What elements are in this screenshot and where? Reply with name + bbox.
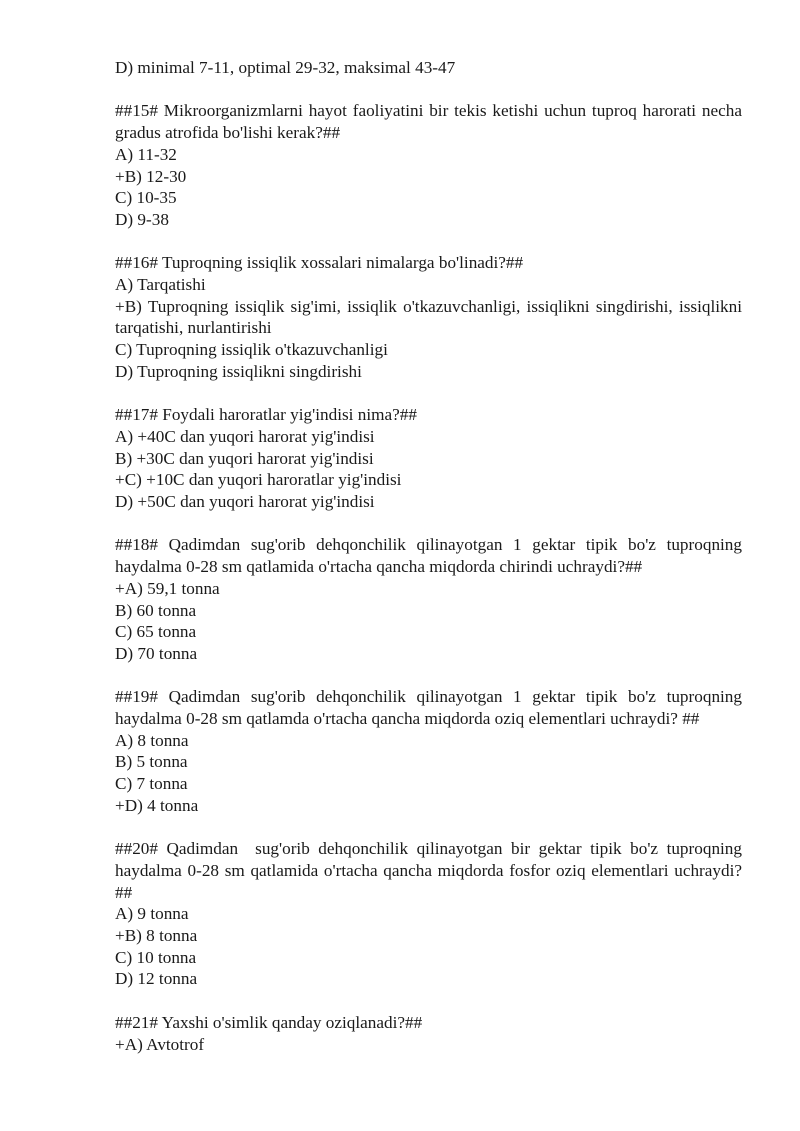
option-text: D) Tuproqning issiqlikni singdirishi bbox=[115, 361, 362, 381]
document-page bbox=[115, 57, 747, 1055]
option-text: A) 8 tonna bbox=[115, 730, 189, 750]
option-text: C) 7 tonna bbox=[115, 774, 188, 794]
question-text: ##20# Qadimdan sug'orib dehqonchilik qilinayotgan bir gektar tipik bo'z tuproqning haydalma 0-28 sm qatlamida o'rtacha qancha miqdorda fosfor oziq elementlari uchraydi?## bbox=[115, 839, 747, 902]
option-text: B) 5 tonna bbox=[115, 752, 188, 772]
option-text: B) +30C dan yuqori harorat yig'indisi bbox=[115, 448, 374, 468]
option-text: D) 9-38 bbox=[115, 209, 169, 229]
question-block-18 bbox=[115, 534, 747, 664]
question-block-21 bbox=[115, 1012, 742, 1055]
option-text: +C) +10C dan yuqori haroratlar yig'indisi bbox=[115, 470, 402, 490]
option-text: +B) Tuproqning issiqlik sig'imi, issiqlik o'tkazuvchanligi, issiqlikni singdirishi, issiqlikni tarqatishi, nurlantirishi bbox=[115, 296, 747, 338]
option-text: C) 65 tonna bbox=[115, 622, 197, 642]
question-text: ##18# Qadimdan sug'orib dehqonchilik qilinayotgan 1 gektar tipik bo'z tuproqning haydalma 0-28 sm qatlamida o'rtacha qancha miqdorda chirindi uchraydi?## bbox=[115, 535, 747, 577]
option-text: A) +40C dan yuqori harorat yig'indisi bbox=[115, 426, 375, 446]
question-block-17 bbox=[115, 404, 742, 513]
question-text: ##16# Tuproqning issiqlik xossalari nimalarga bo'linadi?## bbox=[115, 253, 524, 273]
option-text: D) minimal 7-11, optimal 29-32, maksimal 43-47 bbox=[115, 58, 456, 77]
question-block-15 bbox=[115, 100, 747, 230]
question-block-19 bbox=[115, 686, 747, 816]
option-text: D) 70 tonna bbox=[115, 643, 198, 663]
option-text: +D) 4 tonna bbox=[115, 795, 199, 815]
question-text: ##21# Yaxshi o'simlik qanday oziqlanadi?## bbox=[115, 1012, 423, 1032]
question-block-16 bbox=[115, 252, 747, 382]
question-text: ##15# Mikroorganizmlarni hayot faoliyatini bir tekis ketishi uchun tuproq harorati necha gradus atrofida bo'lishi kerak?## bbox=[115, 101, 747, 143]
option-text: B) 60 tonna bbox=[115, 600, 197, 620]
question-text: ##19# Qadimdan sug'orib dehqonchilik qilinayotgan 1 gektar tipik bo'z tuproqning haydalma 0-28 sm qatlamda o'rtacha qancha miqdorda oziq elementlari uchraydi? ## bbox=[115, 687, 747, 729]
option-text: +B) 12-30 bbox=[115, 166, 187, 186]
option-text: C) 10-35 bbox=[115, 188, 177, 208]
option-text: A) 9 tonna bbox=[115, 904, 189, 924]
option-text: C) Tuproqning issiqlik o'tkazuvchanligi bbox=[115, 340, 388, 360]
question-text: ##17# Foydali haroratlar yig'indisi nima?## bbox=[115, 405, 417, 425]
question-block-20 bbox=[115, 838, 747, 990]
option-text: +B) 8 tonna bbox=[115, 926, 198, 946]
option-text: D) 12 tonna bbox=[115, 969, 198, 989]
option-text: +A) 59,1 tonna bbox=[115, 578, 220, 598]
option-text: A) Tarqatishi bbox=[115, 275, 206, 294]
option-text: +A) Avtotrof bbox=[115, 1034, 205, 1054]
option-text: C) 10 tonna bbox=[115, 947, 197, 967]
option-text: A) 11-32 bbox=[115, 144, 177, 164]
option-text: D) +50C dan yuqori harorat yig'indisi bbox=[115, 492, 375, 512]
